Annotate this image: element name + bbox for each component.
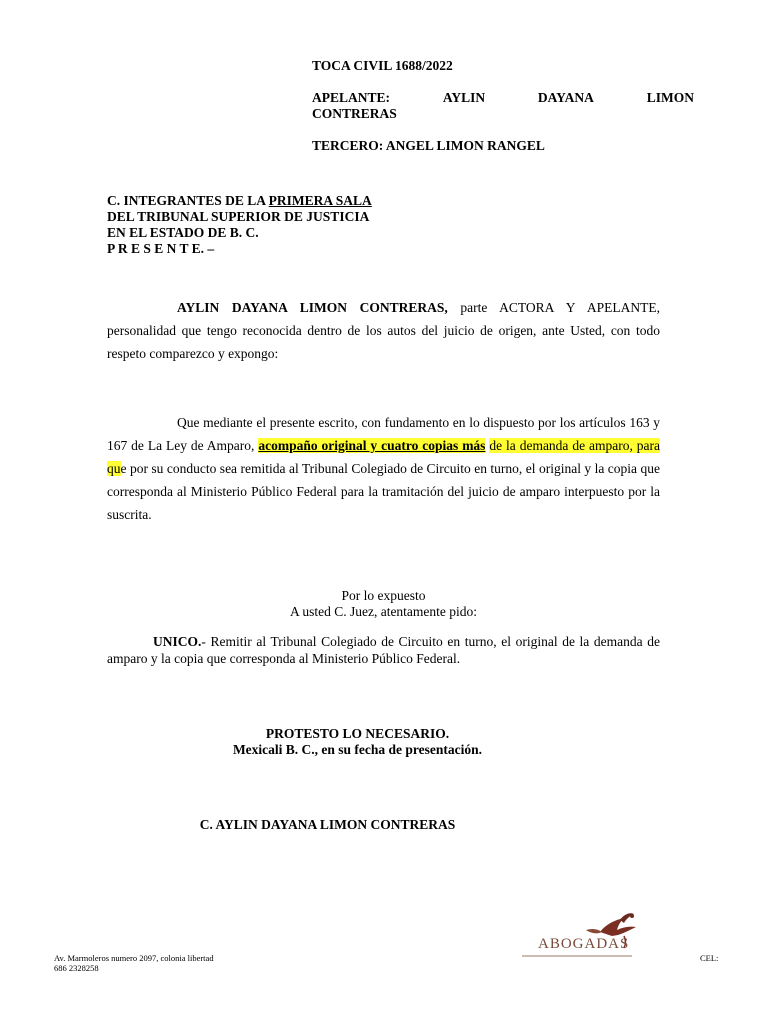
petitioner-name: AYLIN DAYANA LIMON CONTRERAS,: [177, 300, 448, 315]
primera-sala: PRIMERA SALA: [268, 193, 372, 208]
case-header: [312, 58, 694, 154]
addressee-line-3: EN EL ESTADO DE B. C.: [107, 225, 259, 240]
footer-address-line-1: Av. Marmoleros numero 2097, colonia libertad: [54, 953, 214, 963]
highlighted-bold-text: acompaño original y cuatro copias más: [258, 438, 486, 453]
addressee-line-2: DEL TRIBUNAL SUPERIOR DE JUSTICIA: [107, 209, 370, 224]
unico-text: - Remitir al Tribunal Colegiado de Circuito en turno, el original de la demanda de amparo y la copia que corresponda al Ministerio Público Federal.: [107, 634, 660, 666]
unico-label: UNICO.: [153, 634, 202, 649]
signature-name: C. AYLIN DAYANA LIMON CONTRERAS: [199, 817, 456, 832]
body-text-pre: Que mediante el presente escrito, con fundamento en lo dispuesto por los artículos 163 y 167 de La Ley de Amparo,: [107, 415, 660, 453]
apelante-label: APELANTE:: [312, 90, 391, 105]
intro-text: parte ACTORA Y APELANTE, personalidad que tengo reconocida dentro de los autos del juicio de origen, ante Usted, con todo respeto comparezco y expongo:: [107, 300, 660, 361]
body-text-post: e por su conducto sea remitida al Tribunal Colegiado de Circuito en turno, el original y la copia que corresponda al Ministerio Público Federal para la tramitación del juicio de amparo interpuesto por la suscrita.: [107, 461, 660, 522]
apelante-word: AYLIN: [442, 90, 486, 105]
petition-line-1: Por lo expuesto: [341, 588, 426, 603]
highlighted-text: de la demanda de amparo, para qu: [107, 438, 661, 476]
body-paragraph: [107, 411, 660, 526]
logo-text: ABOGADAS: [538, 936, 630, 952]
apelante-continued: CONTRERAS: [312, 106, 397, 121]
intro-paragraph: [107, 296, 660, 365]
protesto: PROTESTO LO NECESARIO.: [265, 726, 450, 741]
footer-address: [54, 953, 214, 973]
place-date: Mexicali B. C., en su fecha de presentación.: [232, 742, 483, 757]
addressee-block: [107, 193, 372, 257]
unico-paragraph: [107, 633, 660, 667]
apelante-line: [312, 90, 694, 106]
abogadas-logo: [520, 910, 645, 962]
addressee-line-1: C. INTEGRANTES DE LA PRIMERA SALA: [107, 193, 372, 208]
footer-phone: 686 2328258: [54, 963, 99, 973]
apelante-word: LIMON: [646, 90, 694, 105]
footer-cel: CEL:: [700, 953, 719, 963]
petition-line-2: A usted C. Juez, atentamente pido:: [289, 604, 478, 619]
apelante-word: DAYANA: [537, 90, 594, 105]
tercero-line: TERCERO: ANGEL LIMON RANGEL: [312, 138, 545, 153]
addressee-line-4: P R E S E N T E. –: [107, 241, 215, 256]
toca-civil: TOCA CIVIL 1688/2022: [312, 58, 453, 73]
